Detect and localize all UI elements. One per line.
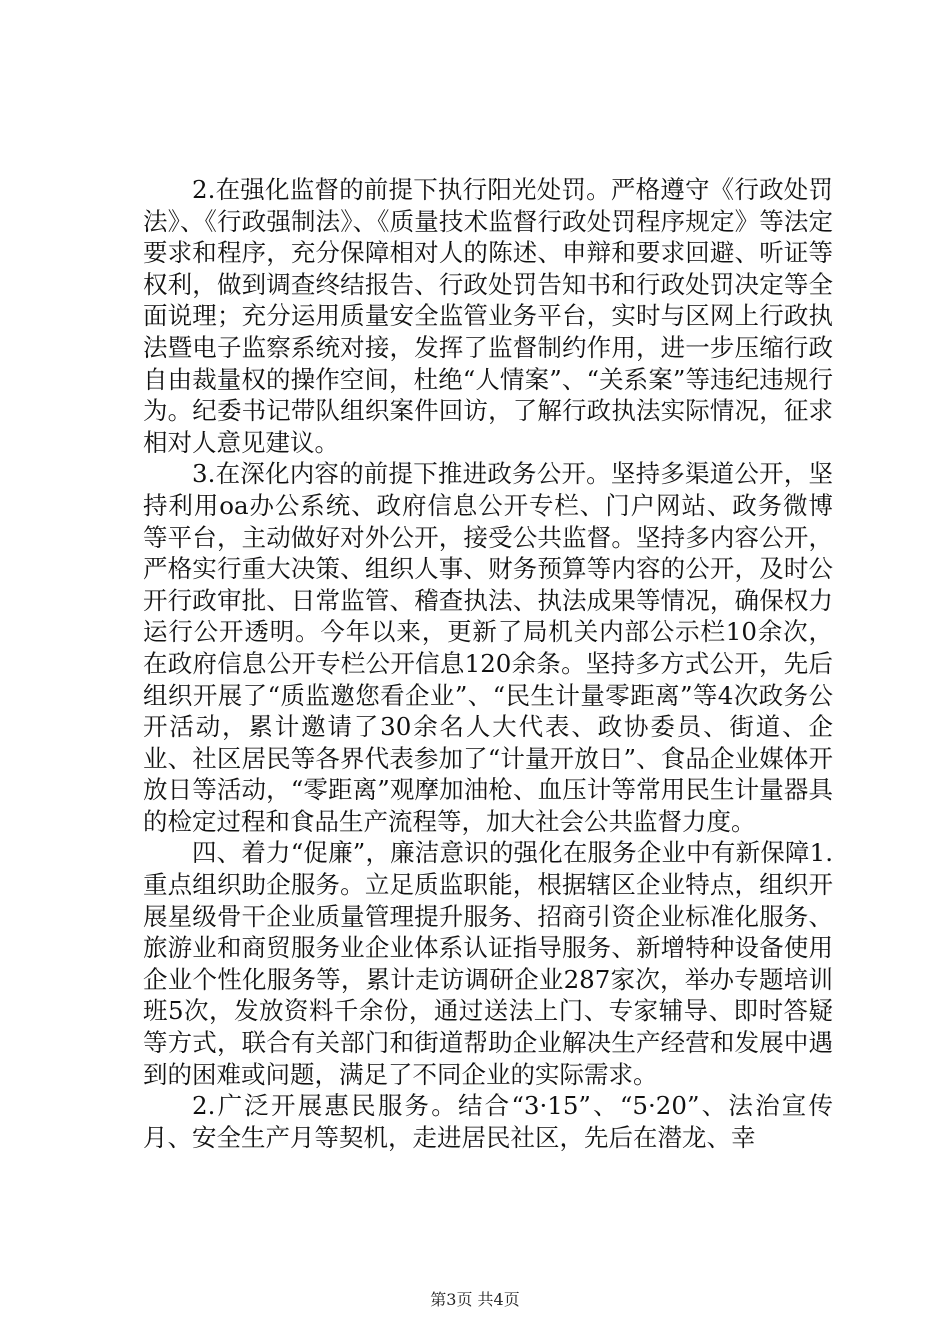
- paragraph-enterprise-service: 四、着力“促廉”，廉洁意识的强化在服务企业中有新保障1.重点组织助企服务。立足质监职能，根据辖区企业特点，组织开展星级骨干企业质量管理提升服务、招商引资企业标准化服务、旅游业和商贸服务业企业体系认证指导服务、新增特种设备使用企业个性化服务等，累计走访调研企业287家次，举办专题培训班5次，发放资料千余份，通过送法上门、专家辅导、即时答疑等方式，联合有关部门和街道帮助企业解决生产经营和发展中遇到的困难或问题，满足了不同企业的实际需求。: [143, 838, 833, 1089]
- paragraph-public-service: 2.广泛开展惠民服务。结合“3·15”、“5·20”、法治宣传月、安全生产月等契机，走进居民社区，先后在潜龙、幸: [143, 1091, 833, 1152]
- document-body: [143, 174, 833, 1153]
- page-number-footer: 第3页 共4页: [430, 1290, 520, 1309]
- paragraph-government-affairs-disclosure: 3.在深化内容的前提下推进政务公开。坚持多渠道公开，坚持利用oa办公系统、政府信息公开专栏、门户网站、政务微博等平台，主动做好对外公开，接受公共监督。坚持多内容公开，严格实行重大决策、组织人事、财务预算等内容的公开，及时公开行政审批、日常监管、稽查执法、执法成果等情况，确保权力运行公开透明。今年以来，更新了局机关内部公示栏10余次，在政府信息公开专栏公开信息120余条。坚持多方式公开，先后组织开展了“质监邀您看企业”、“民生计量零距离”等4次政务公开活动，累计邀请了30余名人大代表、政协委员、街道、企业、社区居民等各界代表参加了“计量开放日”、食品企业媒体开放日等活动，“零距离”观摩加油枪、血压计等常用民生计量器具的检定过程和食品生产流程等，加大社会公共监督力度。: [143, 459, 833, 836]
- paragraph-sunshine-penalty: 2.在强化监督的前提下执行阳光处罚。严格遵守《行政处罚法》、《行政强制法》、《质量技术监督行政处罚程序规定》等法定要求和程序，充分保障相对人的陈述、申辩和要求回避、听证等权利，做到调查终结报告、行政处罚告知书和行政处罚决定等全面说理；充分运用质量安全监管业务平台，实时与区网上行政执法暨电子监察系统对接，发挥了监督制约作用，进一步压缩行政自由裁量权的操作空间，杜绝“人情案”、“关系案”等违纪违规行为。纪委书记带队组织案件回访，了解行政执法实际情况，征求相对人意见建议。: [143, 175, 833, 457]
